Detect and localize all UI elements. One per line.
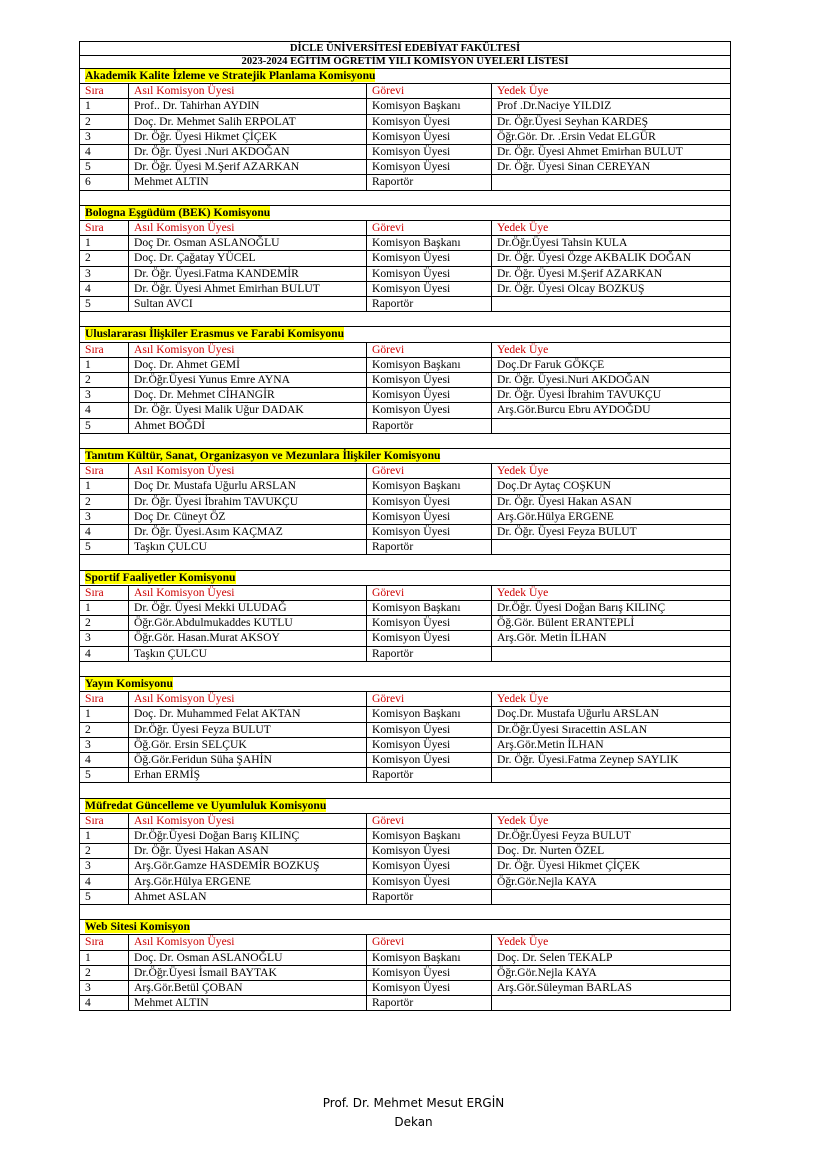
table-row (80, 160, 731, 175)
substitute-name: Doç.Dr. Mustafa Uğurlu ARSLAN (492, 707, 731, 722)
member-name: Doç. Dr. Mehmet CİHANGİR (129, 388, 367, 403)
member-name: Dr. Öğr. Üyesi Hakan ASAN (129, 844, 367, 859)
member-role: Komisyon Üyesi (367, 981, 492, 996)
row-number: 4 (80, 874, 129, 889)
table-row (80, 601, 731, 616)
col-header-gorevi: Görevi (367, 84, 492, 99)
member-role: Komisyon Üyesi (367, 403, 492, 418)
row-number: 3 (80, 266, 129, 281)
table-row (80, 965, 731, 980)
substitute-name: Dr. Öğr. Üyesi Ahmet Emirhan BULUT (492, 145, 731, 160)
table-row (80, 357, 731, 372)
substitute-name: Arş.Gör.Süleyman BARLAS (492, 981, 731, 996)
col-header-sira: Sıra (80, 342, 129, 357)
row-number: 4 (80, 646, 129, 661)
substitute-name: Dr.Öğr. Üyesi Doğan Barış KILINÇ (492, 601, 731, 616)
table-row (80, 707, 731, 722)
member-role: Komisyon Üyesi (367, 129, 492, 144)
member-name: Öğ.Gör. Ersin SELÇUK (129, 737, 367, 752)
col-header-yedek-uye: Yedek Üye (492, 464, 731, 479)
spacer-row (80, 190, 731, 205)
table-row (80, 737, 731, 752)
section-title-cell (80, 205, 731, 220)
table-row (80, 281, 731, 296)
member-role: Komisyon Başkanı (367, 950, 492, 965)
member-role: Komisyon Üyesi (367, 145, 492, 160)
table-row (80, 418, 731, 433)
member-role: Komisyon Üyesi (367, 114, 492, 129)
member-name: Dr. Öğr. Üyesi İbrahim TAVUKÇU (129, 494, 367, 509)
member-role: Komisyon Üyesi (367, 251, 492, 266)
substitute-name (492, 175, 731, 190)
member-role: Komisyon Üyesi (367, 844, 492, 859)
column-header-row (80, 84, 731, 99)
member-role: Raportör (367, 175, 492, 190)
section-title-row (80, 69, 731, 84)
substitute-name (492, 646, 731, 661)
substitute-name: Dr.Öğr.Üyesi Tahsin KULA (492, 236, 731, 251)
member-name: Arş.Gör.Gamze HASDEMİR BOZKUŞ (129, 859, 367, 874)
substitute-name: Prof .Dr.Naciye YILDIZ (492, 99, 731, 114)
member-name: Doç. Dr. Osman ASLANOĞLU (129, 950, 367, 965)
member-role: Komisyon Üyesi (367, 859, 492, 874)
table-row (80, 114, 731, 129)
table-row (80, 829, 731, 844)
commission-list-page (79, 41, 730, 1011)
col-header-sira: Sıra (80, 585, 129, 600)
column-header-row (80, 342, 731, 357)
row-number: 5 (80, 889, 129, 904)
header-row-2 (80, 56, 731, 69)
section-title-row (80, 798, 731, 813)
header-row-1 (80, 42, 731, 56)
table-row (80, 525, 731, 540)
col-header-asil-uye: Asıl Komisyon Üyesi (129, 692, 367, 707)
table-row (80, 753, 731, 768)
row-number: 4 (80, 525, 129, 540)
member-role: Raportör (367, 889, 492, 904)
substitute-name: Dr. Öğr. Üyesi Hikmet ÇİÇEK (492, 859, 731, 874)
table-row (80, 874, 731, 889)
substitute-name: Arş.Gör. Metin İLHAN (492, 631, 731, 646)
row-number: 2 (80, 251, 129, 266)
substitute-name (492, 768, 731, 783)
member-role: Komisyon Üyesi (367, 266, 492, 281)
table-row (80, 388, 731, 403)
substitute-name: Öğr.Gör. Dr. .Ersin Vedat ELGÜR (492, 129, 731, 144)
section-title: Bologna Eşgüdüm (BEK) Komisyonu (85, 205, 271, 219)
table-row (80, 646, 731, 661)
member-name: Doç. Dr. Muhammed Felat AKTAN (129, 707, 367, 722)
row-number: 2 (80, 494, 129, 509)
table-row (80, 494, 731, 509)
col-header-asil-uye: Asıl Komisyon Üyesi (129, 585, 367, 600)
spacer-row (80, 905, 731, 920)
col-header-asil-uye: Asıl Komisyon Üyesi (129, 342, 367, 357)
col-header-gorevi: Görevi (367, 221, 492, 236)
section-title-row (80, 205, 731, 220)
spacer-row (80, 555, 731, 570)
member-name: Doç. Dr. Ahmet GEMİ (129, 357, 367, 372)
table-row (80, 251, 731, 266)
table-row (80, 99, 731, 114)
row-number: 5 (80, 297, 129, 312)
col-header-gorevi: Görevi (367, 342, 492, 357)
member-name: Dr. Öğr. Üyesi.Fatma KANDEMİR (129, 266, 367, 281)
document-subtitle: 2023-2024 EĞİTİM ÖĞRETİM YILI KOMİSYON ÜYELERİ LİSTESİ (80, 56, 731, 69)
member-role: Komisyon Üyesi (367, 874, 492, 889)
table-row (80, 403, 731, 418)
table-row (80, 479, 731, 494)
member-name: Ahmet ASLAN (129, 889, 367, 904)
substitute-name: Dr. Öğr. Üyesi Hakan ASAN (492, 494, 731, 509)
member-name: Öğr.Gör. Hasan.Murat AKSOY (129, 631, 367, 646)
row-number: 4 (80, 403, 129, 418)
member-name: Sultan AVCI (129, 297, 367, 312)
col-header-sira: Sıra (80, 84, 129, 99)
col-header-gorevi: Görevi (367, 935, 492, 950)
col-header-asil-uye: Asıl Komisyon Üyesi (129, 813, 367, 828)
member-role: Raportör (367, 418, 492, 433)
row-number: 1 (80, 357, 129, 372)
spacer-row (80, 312, 731, 327)
substitute-name: Doç.Dr Faruk GÖKÇE (492, 357, 731, 372)
member-name: Öğ.Gör.Feridun Süha ŞAHİN (129, 753, 367, 768)
member-name: Dr. Öğr. Üyesi Ahmet Emirhan BULUT (129, 281, 367, 296)
row-number: 5 (80, 768, 129, 783)
member-name: Dr.Öğr.Üyesi Yunus Emre AYNA (129, 373, 367, 388)
row-number: 1 (80, 236, 129, 251)
member-name: Ahmet BOĞDİ (129, 418, 367, 433)
table-row (80, 844, 731, 859)
member-name: Taşkın ÇULCU (129, 646, 367, 661)
member-role: Komisyon Üyesi (367, 722, 492, 737)
section-title-row (80, 920, 731, 935)
col-header-yedek-uye: Yedek Üye (492, 585, 731, 600)
spacer-cell (80, 312, 731, 327)
row-number: 5 (80, 418, 129, 433)
row-number: 1 (80, 707, 129, 722)
section-title: Sportif Faaliyetler Komisyonu (85, 570, 236, 584)
col-header-sira: Sıra (80, 221, 129, 236)
row-number: 3 (80, 981, 129, 996)
col-header-gorevi: Görevi (367, 464, 492, 479)
member-role: Komisyon Üyesi (367, 965, 492, 980)
member-name: Doç. Dr. Mehmet Salih ERPOLAT (129, 114, 367, 129)
col-header-sira: Sıra (80, 813, 129, 828)
section-title-row (80, 677, 731, 692)
member-role: Komisyon Üyesi (367, 737, 492, 752)
col-header-sira: Sıra (80, 692, 129, 707)
member-name: Dr. Öğr. Üyesi M.Şerif AZARKAN (129, 160, 367, 175)
substitute-name: Doç. Dr. Nurten ÖZEL (492, 844, 731, 859)
member-name: Taşkın ÇULCU (129, 540, 367, 555)
substitute-name: Doç.Dr Aytaç COŞKUN (492, 479, 731, 494)
col-header-gorevi: Görevi (367, 813, 492, 828)
col-header-gorevi: Görevi (367, 585, 492, 600)
table-row (80, 616, 731, 631)
table-row (80, 768, 731, 783)
col-header-yedek-uye: Yedek Üye (492, 84, 731, 99)
substitute-name: Öğ.Gör. Bülent ERANTEPLİ (492, 616, 731, 631)
row-number: 1 (80, 99, 129, 114)
row-number: 4 (80, 281, 129, 296)
section-title: Yayın Komisyonu (85, 677, 173, 691)
substitute-name (492, 889, 731, 904)
substitute-name: Doç. Dr. Selen TEKALP (492, 950, 731, 965)
member-name: Dr. Öğr. Üyesi.Asım KAÇMAZ (129, 525, 367, 540)
member-role: Komisyon Başkanı (367, 829, 492, 844)
row-number: 2 (80, 965, 129, 980)
member-name: Doç Dr. Osman ASLANOĞLU (129, 236, 367, 251)
substitute-name (492, 297, 731, 312)
member-name: Doç. Dr. Çağatay YÜCEL (129, 251, 367, 266)
row-number: 1 (80, 479, 129, 494)
col-header-yedek-uye: Yedek Üye (492, 342, 731, 357)
row-number: 2 (80, 373, 129, 388)
col-header-gorevi: Görevi (367, 692, 492, 707)
member-name: Mehmet ALTIN (129, 996, 367, 1011)
member-name: Mehmet ALTIN (129, 175, 367, 190)
section-title: Tanıtım Kültür, Sanat, Organizasyon ve Mezunlara İlişkiler Komisyonu (85, 449, 441, 463)
member-name: Dr. Öğr. Üyesi Malik Uğur DADAK (129, 403, 367, 418)
spacer-row (80, 783, 731, 798)
table-row (80, 859, 731, 874)
substitute-name: Dr. Öğr. Üyesi Olcay BOZKUŞ (492, 281, 731, 296)
table-row (80, 950, 731, 965)
member-name: Dr.Öğr. Üyesi Feyza BULUT (129, 722, 367, 737)
commission-table-body (80, 42, 731, 1011)
substitute-name: Dr. Öğr. Üyesi Sinan CEREYAN (492, 160, 731, 175)
section-title: Müfredat Güncelleme ve Uyumluluk Komisyonu (85, 798, 327, 812)
substitute-name (492, 540, 731, 555)
document-title: DİCLE ÜNİVERSİTESİ EDEBİYAT FAKÜLTESİ (80, 42, 731, 56)
spacer-cell (80, 555, 731, 570)
column-header-row (80, 221, 731, 236)
member-role: Komisyon Başkanı (367, 601, 492, 616)
section-title-row (80, 570, 731, 585)
substitute-name: Arş.Gör.Metin İLHAN (492, 737, 731, 752)
commission-table (79, 41, 731, 1011)
row-number: 5 (80, 160, 129, 175)
table-row (80, 889, 731, 904)
member-role: Komisyon Üyesi (367, 525, 492, 540)
section-title-row (80, 327, 731, 342)
member-name: Doç Dr. Mustafa Uğurlu ARSLAN (129, 479, 367, 494)
table-row (80, 540, 731, 555)
substitute-name: Dr.Öğr.Üyesi Feyza BULUT (492, 829, 731, 844)
col-header-sira: Sıra (80, 464, 129, 479)
spacer-row (80, 433, 731, 448)
member-role: Raportör (367, 297, 492, 312)
column-header-row (80, 692, 731, 707)
substitute-name: Öğr.Gör.Nejla KAYA (492, 965, 731, 980)
spacer-cell (80, 905, 731, 920)
col-header-asil-uye: Asıl Komisyon Üyesi (129, 464, 367, 479)
row-number: 4 (80, 145, 129, 160)
substitute-name: Dr.Öğr.Üyesi Sıracettin ASLAN (492, 722, 731, 737)
section-title-cell (80, 449, 731, 464)
section-title-cell (80, 69, 731, 84)
table-row (80, 509, 731, 524)
row-number: 2 (80, 844, 129, 859)
col-header-asil-uye: Asıl Komisyon Üyesi (129, 935, 367, 950)
table-row (80, 981, 731, 996)
member-name: Erhan ERMİŞ (129, 768, 367, 783)
col-header-yedek-uye: Yedek Üye (492, 221, 731, 236)
member-name: Arş.Gör.Hülya ERGENE (129, 874, 367, 889)
member-role: Komisyon Üyesi (367, 160, 492, 175)
row-number: 4 (80, 753, 129, 768)
substitute-name: Öğr.Gör.Nejla KAYA (492, 874, 731, 889)
member-role: Komisyon Üyesi (367, 616, 492, 631)
row-number: 6 (80, 175, 129, 190)
col-header-yedek-uye: Yedek Üye (492, 813, 731, 828)
table-row (80, 373, 731, 388)
member-role: Komisyon Üyesi (367, 388, 492, 403)
substitute-name: Arş.Gör.Hülya ERGENE (492, 509, 731, 524)
row-number: 3 (80, 129, 129, 144)
row-number: 4 (80, 996, 129, 1011)
member-role: Raportör (367, 540, 492, 555)
table-row (80, 175, 731, 190)
section-title: Web Sitesi Komisyon (85, 920, 191, 934)
table-row (80, 996, 731, 1011)
section-title-cell (80, 570, 731, 585)
col-header-asil-uye: Asıl Komisyon Üyesi (129, 221, 367, 236)
member-role: Komisyon Başkanı (367, 357, 492, 372)
member-role: Komisyon Başkanı (367, 479, 492, 494)
row-number: 5 (80, 540, 129, 555)
column-header-row (80, 464, 731, 479)
member-role: Komisyon Üyesi (367, 281, 492, 296)
member-role: Komisyon Üyesi (367, 494, 492, 509)
table-row (80, 145, 731, 160)
row-number: 3 (80, 509, 129, 524)
substitute-name: Dr. Öğr. Üyesi.Fatma Zeynep SAYLIK (492, 753, 731, 768)
col-header-yedek-uye: Yedek Üye (492, 935, 731, 950)
row-number: 3 (80, 388, 129, 403)
table-row (80, 631, 731, 646)
substitute-name: Dr. Öğr. Üyesi Özge AKBALIK DOĞAN (492, 251, 731, 266)
member-role: Raportör (367, 996, 492, 1011)
column-header-row (80, 813, 731, 828)
row-number: 2 (80, 722, 129, 737)
section-title-cell (80, 327, 731, 342)
row-number: 3 (80, 631, 129, 646)
spacer-cell (80, 783, 731, 798)
signature-title: Dekan (394, 1115, 433, 1129)
column-header-row (80, 935, 731, 950)
row-number: 1 (80, 829, 129, 844)
substitute-name: Dr. Öğr. Üyesi İbrahim TAVUKÇU (492, 388, 731, 403)
substitute-name: Dr. Öğr.Üyesi Seyhan KARDEŞ (492, 114, 731, 129)
section-title-cell (80, 798, 731, 813)
member-role: Komisyon Başkanı (367, 707, 492, 722)
member-name: Dr. Öğr. Üyesi .Nuri AKDOĞAN (129, 145, 367, 160)
spacer-cell (80, 661, 731, 676)
col-header-asil-uye: Asıl Komisyon Üyesi (129, 84, 367, 99)
member-name: Dr. Öğr. Üyesi Hikmet ÇİÇEK (129, 129, 367, 144)
member-name: Dr.Öğr.Üyesi Doğan Barış KILINÇ (129, 829, 367, 844)
spacer-row (80, 661, 731, 676)
member-role: Raportör (367, 646, 492, 661)
row-number: 1 (80, 950, 129, 965)
row-number: 2 (80, 114, 129, 129)
member-role: Raportör (367, 768, 492, 783)
section-title: Akademik Kalite İzleme ve Stratejik Planlama Komisyonu (85, 69, 376, 82)
substitute-name: Dr. Öğr. Üyesi.Nuri AKDOĞAN (492, 373, 731, 388)
member-role: Komisyon Başkanı (367, 236, 492, 251)
substitute-name (492, 996, 731, 1011)
member-name: Dr.Öğr.Üyesi İsmail BAYTAK (129, 965, 367, 980)
table-row (80, 722, 731, 737)
col-header-sira: Sıra (80, 935, 129, 950)
substitute-name (492, 418, 731, 433)
col-header-yedek-uye: Yedek Üye (492, 692, 731, 707)
member-name: Dr. Öğr. Üyesi Mekki ULUDAĞ (129, 601, 367, 616)
table-row (80, 297, 731, 312)
section-title-cell (80, 677, 731, 692)
table-row (80, 129, 731, 144)
member-role: Komisyon Üyesi (367, 631, 492, 646)
member-name: Doç Dr. Cüneyt ÖZ (129, 509, 367, 524)
substitute-name: Dr. Öğr. Üyesi M.Şerif AZARKAN (492, 266, 731, 281)
spacer-cell (80, 190, 731, 205)
table-row (80, 266, 731, 281)
row-number: 1 (80, 601, 129, 616)
member-role: Komisyon Üyesi (367, 373, 492, 388)
substitute-name: Arş.Gör.Burcu Ebru AYDOĞDU (492, 403, 731, 418)
section-title-cell (80, 920, 731, 935)
row-number: 3 (80, 737, 129, 752)
spacer-cell (80, 433, 731, 448)
table-row (80, 236, 731, 251)
section-title-row (80, 449, 731, 464)
member-name: Prof.. Dr. Tahirhan AYDIN (129, 99, 367, 114)
member-name: Arş.Gör.Betül ÇOBAN (129, 981, 367, 996)
section-title: Uluslararası İlişkiler Erasmus ve Farabi Komisyonu (85, 327, 345, 341)
column-header-row (80, 585, 731, 600)
member-role: Komisyon Üyesi (367, 753, 492, 768)
signature-name: Prof. Dr. Mehmet Mesut ERGİN (322, 1096, 505, 1110)
row-number: 3 (80, 859, 129, 874)
row-number: 2 (80, 616, 129, 631)
member-role: Komisyon Başkanı (367, 99, 492, 114)
substitute-name: Dr. Öğr. Üyesi Feyza BULUT (492, 525, 731, 540)
member-role: Komisyon Üyesi (367, 509, 492, 524)
member-name: Öğr.Gör.Abdulmukaddes KUTLU (129, 616, 367, 631)
